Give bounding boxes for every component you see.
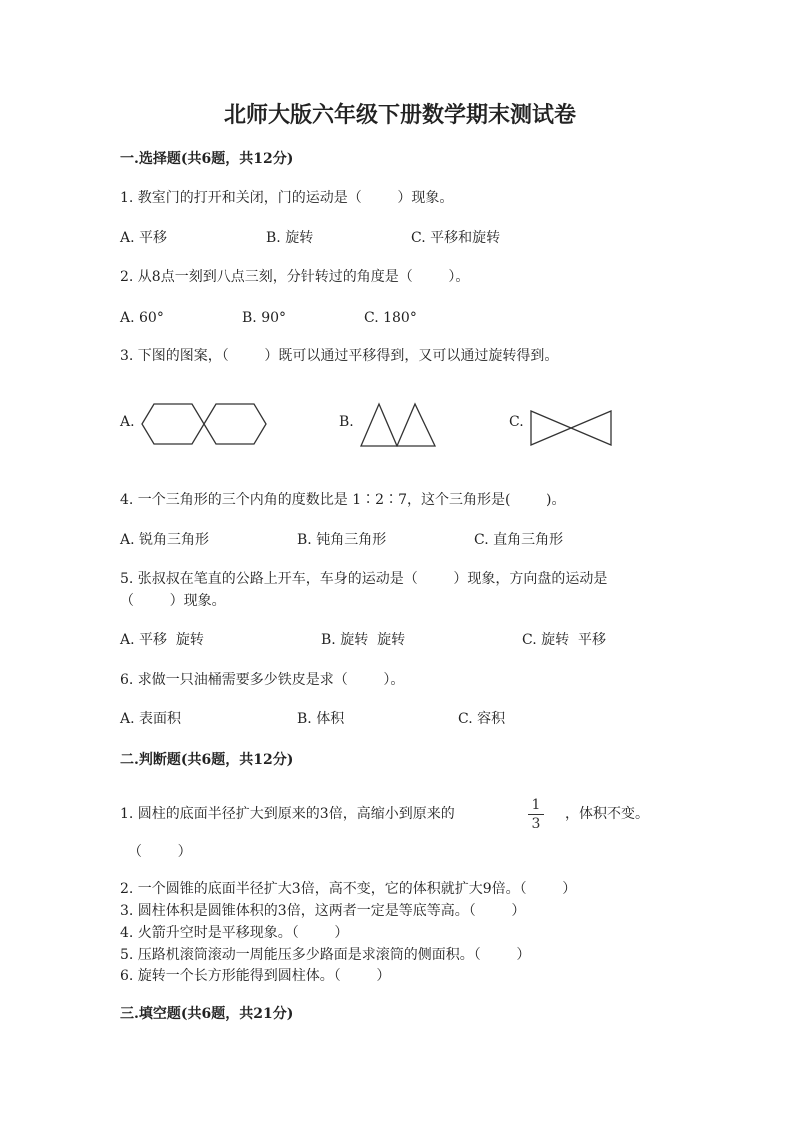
- judge-2: 2. 一个圆锥的底面半径扩大3倍，高不变，它的体积就扩大9倍。（ ）: [120, 881, 577, 897]
- fraction-bar: [528, 814, 544, 815]
- judge-1-answer-paren: （ ）: [128, 844, 192, 860]
- judge-1-text-after: ，体积不变。: [565, 806, 649, 822]
- question-1-stem: 1. 教室门的打开和关闭，门的运动是（ ）现象。: [120, 190, 454, 206]
- q4-option-a: A. 锐角三角形: [120, 532, 210, 548]
- judge-1-text-before: 1. 圆柱的底面半径扩大到原来的3倍，高缩小到原来的: [120, 806, 455, 822]
- fraction-numerator: 1: [531, 797, 541, 813]
- q4-option-b: B. 钝角三角形: [297, 532, 387, 548]
- q1-option-c: C. 平移和旋转: [411, 230, 501, 246]
- judge-6: 6. 旋转一个长方形能得到圆柱体。（ ）: [120, 968, 391, 984]
- q5-option-a: A. 平移 旋转: [120, 632, 204, 648]
- page-title: 北师大版六年级下册数学期末测试卷: [223, 102, 576, 128]
- figure-two-triangles: [359, 402, 439, 448]
- section-heading-judgement: 二.判断题(共6题，共12分): [120, 752, 294, 768]
- q2-option-b: B. 90°: [242, 310, 287, 326]
- question-5-stem-line2: （ ）现象。: [120, 593, 226, 609]
- q1-option-a: A. 平移: [120, 230, 168, 246]
- section-heading-choice: 一.选择题(共6题，共12分): [120, 151, 294, 167]
- q5-option-c: C. 旋转 平移: [522, 632, 607, 648]
- q3-option-a-label: A.: [120, 414, 135, 430]
- question-3-stem: 3. 下图的图案，（ ）既可以通过平移得到，又可以通过旋转得到。: [120, 348, 559, 364]
- q5-option-b: B. 旋转 旋转: [321, 632, 406, 648]
- q3-option-b-label: B.: [339, 414, 354, 430]
- fraction-denominator: 3: [531, 816, 541, 832]
- q6-option-a: A. 表面积: [120, 711, 182, 727]
- figure-bowtie: [529, 409, 613, 447]
- section-heading-fill-blank: 三.填空题(共6题，共21分): [120, 1006, 294, 1022]
- judge-3: 3. 圆柱体积是圆锥体积的3倍，这两者一定是等底等高。（ ）: [120, 903, 526, 919]
- question-6-stem: 6. 求做一只油桶需要多少铁皮是求（ ）。: [120, 672, 405, 688]
- fraction-one-third: [527, 797, 545, 832]
- question-2-stem: 2. 从8点一刻到八点三刻，分针转过的角度是（ ）。: [120, 269, 470, 285]
- figure-two-hexagons: [140, 402, 268, 446]
- question-4-stem: 4. 一个三角形的三个内角的度数比是 1∶2∶7，这个三角形是( )。: [120, 492, 566, 508]
- question-5-stem-line1: 5. 张叔叔在笔直的公路上开车，车身的运动是（ ）现象，方向盘的运动是: [120, 571, 608, 587]
- judge-5: 5. 压路机滚筒滚动一周能压多少路面是求滚筒的侧面积。（ ）: [120, 947, 531, 963]
- q2-option-a: A. 60°: [120, 310, 164, 326]
- q1-option-b: B. 旋转: [266, 230, 314, 246]
- q6-option-c: C. 容积: [458, 711, 506, 727]
- q4-option-c: C. 直角三角形: [474, 532, 564, 548]
- q2-option-c: C. 180°: [364, 310, 417, 326]
- q3-option-c-label: C.: [509, 414, 524, 430]
- q6-option-b: B. 体积: [297, 711, 345, 727]
- judge-4: 4. 火箭升空时是平移现象。（ ）: [120, 925, 349, 941]
